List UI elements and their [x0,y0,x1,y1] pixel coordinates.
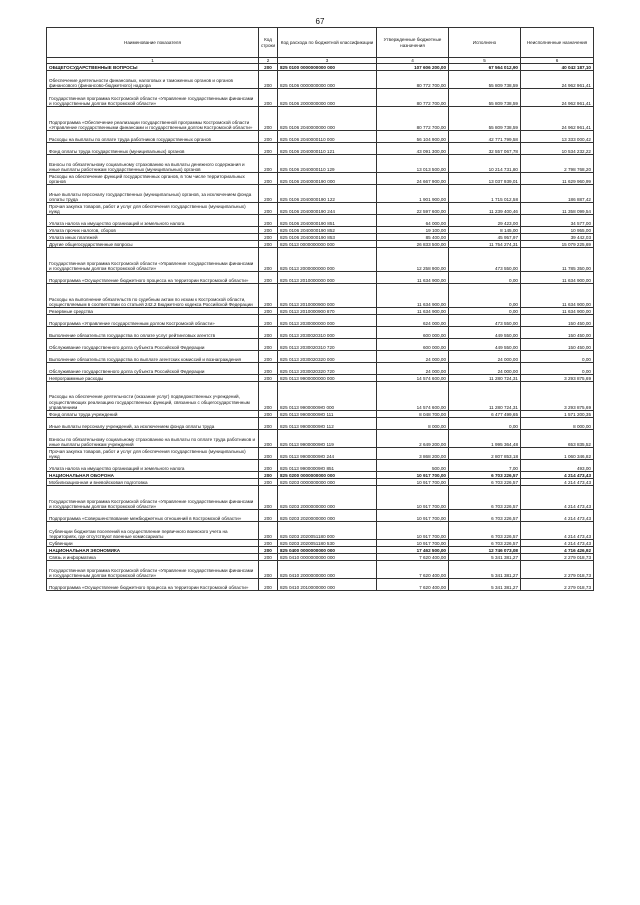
row-budget-code: 825 0106 0000000000 000 [278,71,377,89]
row-executed: 45 957,97 [449,234,521,241]
row-executed: 449 550,00 [449,327,521,339]
row-line-code: 200 [259,472,278,479]
row-line-code: 200 [259,107,278,131]
row-name: НАЦИОНАЛЬНАЯ ЭКОНОМИКА [47,547,259,554]
row-budget-code: 825 0113 99000009Ю 111 [278,411,377,418]
row-line-code: 200 [259,308,278,315]
header-budget-classification: Код расхода по бюджетной классификации [278,28,377,58]
table-row [47,71,594,89]
row-remaining: 24 962 961,41 [521,71,594,89]
row-budget-code: 825 0113 99000009Ю 112 [278,418,377,430]
row-line-code: 200 [259,375,278,382]
row-approved: 107 606 200,00 [377,64,449,71]
row-remaining: 0,00 [521,363,594,375]
row-line-code: 200 [259,248,278,272]
row-budget-code: 825 0113 99000009Ю 851 [278,460,377,472]
table-row [47,382,594,411]
row-name: Расходы на выплаты по оплате труда работников государственных органов [47,131,259,143]
row-line-code: 200 [259,554,278,561]
row-line-code: 200 [259,486,278,510]
table-row [47,89,594,107]
table-row [47,448,594,460]
row-remaining: 653 835,52 [521,430,594,448]
table-row [47,486,594,510]
row-approved: 600 000,00 [377,327,449,339]
row-name: Прочая закупка товаров, работ и услуг для обеспечения государственных (муниципальных) нужд [47,203,259,215]
table-row [47,215,594,227]
row-name: Обеспечение деятельности финансовых, налоговых и таможенных органов и органов финансового (финансово-бюджетного) надзора [47,71,259,89]
row-executed: 11 280 724,31 [449,382,521,411]
row-approved: 80 772 700,00 [377,107,449,131]
row-name: Фонд оплаты труда учреждений [47,411,259,418]
row-executed: 5 341 381,27 [449,579,521,591]
table-row [47,203,594,215]
table-row [47,131,594,143]
table-row [47,155,594,173]
column-number: 6 [521,58,594,64]
row-remaining: 15 079 225,69 [521,241,594,248]
row-executed: 67 564 012,90 [449,64,521,71]
row-approved: 14 574 600,00 [377,382,449,411]
row-line-code: 200 [259,203,278,215]
row-name: Подпрограмма «Осуществление бюджетного процесса на территории Костромской области» [47,272,259,284]
row-budget-code: 825 0113 2030000000 000 [278,315,377,327]
row-remaining: 150 450,00 [521,339,594,351]
table-row [47,375,594,382]
row-executed: 8 145,00 [449,227,521,234]
row-line-code: 200 [259,185,278,203]
row-name: Государственная программа Костромской области «Управление государственными финансами и государственным долгом Костромской области» [47,89,259,107]
row-approved: 80 772 700,00 [377,71,449,89]
row-approved: 624 000,00 [377,315,449,327]
row-name: Взносы по обязательному социальному страхованию на выплаты денежного содержания и иные выплаты работникам государственных (муниципальных) органов [47,155,259,173]
row-executed: 6 477 499,65 [449,411,521,418]
row-approved: 2 649 200,00 [377,430,449,448]
row-line-code: 200 [259,272,278,284]
row-budget-code: 825 0113 2010000900 870 [278,308,377,315]
row-approved: 500,00 [377,460,449,472]
row-executed: 55 809 738,59 [449,89,521,107]
row-remaining: 186 887,42 [521,185,594,203]
row-remaining: 10 534 232,22 [521,143,594,155]
row-budget-code: 825 0113 2000000000 000 [278,248,377,272]
table-row [47,561,594,579]
table-row [47,248,594,272]
table-row [47,472,594,479]
row-approved: 19 100,00 [377,227,449,234]
row-executed: 12 746 073,08 [449,547,521,554]
row-budget-code: 825 0203 2020000000 000 [278,510,377,522]
row-executed: 0,00 [449,284,521,308]
table-row [47,479,594,486]
table-row [47,64,594,71]
row-budget-code: 825 0106 2040000190 000 [278,173,377,185]
row-budget-code: 825 0113 0000000000 000 [278,241,377,248]
row-executed: 6 703 226,57 [449,472,521,479]
table-row [47,107,594,131]
row-remaining: 4 214 473,43 [521,510,594,522]
row-executed: 5 341 381,27 [449,561,521,579]
row-approved: 7 620 400,00 [377,579,449,591]
row-line-code: 200 [259,215,278,227]
row-budget-code: 825 0100 0000000000 000 [278,64,377,71]
row-approved: 10 917 700,00 [377,540,449,547]
row-name: Непрограммные расходы [47,375,259,382]
row-remaining: 1 571 200,35 [521,411,594,418]
table-row [47,522,594,540]
row-remaining: 3 293 875,69 [521,375,594,382]
row-name: ОБЩЕГОСУДАРСТВЕННЫЕ ВОПРОСЫ [47,64,259,71]
row-name: Уплата прочих налогов, сборов [47,227,259,234]
row-budget-code: 825 0200 0000000000 000 [278,472,377,479]
row-name: Уплата налога на имущество организаций и земельного налога [47,460,259,472]
table-row [47,185,594,203]
table-row [47,327,594,339]
row-name: Взносы по обязательному социальному страхованию на выплаты по оплате труда работников и иные выплаты работникам учреждений [47,430,259,448]
row-executed: 1 715 012,58 [449,185,521,203]
row-line-code: 200 [259,363,278,375]
row-approved: 22 597 600,00 [377,203,449,215]
row-budget-code: 825 0106 2000000000 000 [278,89,377,107]
row-remaining: 11 634 900,00 [521,284,594,308]
row-executed: 2 807 853,18 [449,448,521,460]
table-row [47,339,594,351]
row-name: Субвенции бюджетам поселений на осуществление первичного воинского учета на территориях, где отсутствуют военные комиссариаты [47,522,259,540]
row-approved: 56 104 900,00 [377,131,449,143]
row-approved: 26 833 500,00 [377,241,449,248]
row-budget-code: 825 0106 2040000190 852 [278,227,377,234]
table-row [47,351,594,363]
row-executed: 11 754 274,31 [449,241,521,248]
row-name: Резервные средства [47,308,259,315]
table-row [47,510,594,522]
row-executed: 6 703 226,57 [449,522,521,540]
row-remaining: 2 279 018,73 [521,579,594,591]
table-row [47,430,594,448]
row-line-code: 200 [259,382,278,411]
row-budget-code: 825 0106 2040000110 000 [278,131,377,143]
row-line-code: 200 [259,234,278,241]
header-remaining: Неисполненные назначения [521,28,594,58]
table-row [47,241,594,248]
row-budget-code: 825 0410 2000000000 000 [278,561,377,579]
row-name: Связь и информатика [47,554,259,561]
row-name: Расходы на обеспечение функций государственных органов, в том числе территориальных органов [47,173,259,185]
table-row [47,143,594,155]
header-indicator-name: Наименование показателя [47,28,259,58]
table-row [47,547,594,554]
row-name: Обслуживание государственного долга субъекта Российской Федерации [47,339,259,351]
row-remaining: 34 577,00 [521,215,594,227]
row-approved: 24 667 900,00 [377,173,449,185]
page-number: 67 [315,17,325,26]
row-executed: 5 341 381,27 [449,554,521,561]
row-remaining: 3 293 875,69 [521,382,594,411]
row-line-code: 200 [259,561,278,579]
row-approved: 3 868 200,00 [377,448,449,460]
row-budget-code: 825 0113 9900000000 000 [278,375,377,382]
row-line-code: 200 [259,131,278,143]
table-row [47,308,594,315]
row-line-code: 200 [259,540,278,547]
row-approved: 13 013 500,00 [377,155,449,173]
row-approved: 11 634 900,00 [377,272,449,284]
row-approved: 10 917 700,00 [377,510,449,522]
table-row [47,579,594,591]
row-remaining: 4 214 473,43 [521,522,594,540]
row-executed: 6 703 226,57 [449,486,521,510]
row-executed: 11 239 400,46 [449,203,521,215]
row-name: Подпрограмма «Осуществление бюджетного процесса на территории Костромской области» [47,579,259,591]
table-row [47,173,594,185]
row-name: Обслуживание государственного долга субъекта Российской Федерации [47,363,259,375]
row-remaining: 4 214 473,43 [521,479,594,486]
row-approved: 12 258 900,00 [377,248,449,272]
row-line-code: 200 [259,522,278,540]
row-executed: 473 550,00 [449,248,521,272]
row-line-code: 200 [259,327,278,339]
row-budget-code: 825 0410 0000000000 000 [278,554,377,561]
row-line-code: 200 [259,173,278,185]
row-remaining: 2 279 018,73 [521,554,594,561]
row-executed: 11 280 724,31 [449,375,521,382]
row-executed: 29 423,00 [449,215,521,227]
row-remaining: 150 450,00 [521,327,594,339]
row-remaining: 40 042 187,10 [521,64,594,71]
row-line-code: 200 [259,448,278,460]
row-budget-code: 825 0113 2010000000 000 [278,272,377,284]
row-approved: 17 462 500,00 [377,547,449,554]
row-name: Прочая закупка товаров, работ и услуг для обеспечения государственных (муниципальных) нужд [47,448,259,460]
row-name: Уплата налога на имущество организаций и земельного налога [47,215,259,227]
table-row [47,554,594,561]
row-budget-code: 825 0106 2040000110 121 [278,143,377,155]
table-row [47,363,594,375]
table-row [47,411,594,418]
row-remaining: 11 634 900,00 [521,308,594,315]
row-budget-code: 825 0410 2010000000 000 [278,579,377,591]
row-name: Субвенции [47,540,259,547]
row-remaining: 11 629 960,99 [521,173,594,185]
column-number: 5 [449,58,521,64]
row-executed: 24 000,00 [449,351,521,363]
row-line-code: 200 [259,227,278,234]
row-executed: 42 771 799,58 [449,131,521,143]
row-line-code: 200 [259,547,278,554]
row-line-code: 200 [259,579,278,591]
table-row [47,234,594,241]
header-line-code: Код строки [259,28,278,58]
row-remaining: 24 962 961,41 [521,107,594,131]
row-approved: 64 000,00 [377,215,449,227]
row-line-code: 200 [259,155,278,173]
row-line-code: 200 [259,339,278,351]
row-budget-code: 825 0113 2030020320 000 [278,351,377,363]
column-number: 2 [259,58,278,64]
row-line-code: 200 [259,351,278,363]
row-approved: 14 574 600,00 [377,375,449,382]
row-remaining: 11 785 350,00 [521,248,594,272]
row-remaining: 150 450,00 [521,315,594,327]
row-budget-code: 825 0106 2040000190 851 [278,215,377,227]
row-name: Расходы на обеспечение деятельности (оказание услуг) подведомственных учреждений, осуществляющих реализацию государственных функций, связанных с общегосударственным управлением [47,382,259,411]
row-executed: 449 550,00 [449,339,521,351]
row-remaining: 4 214 473,43 [521,486,594,510]
row-remaining: 4 716 426,92 [521,547,594,554]
row-budget-code: 825 0113 99000009Ю 119 [278,430,377,448]
table-row [47,315,594,327]
row-approved: 1 901 900,00 [377,185,449,203]
row-remaining: 11 358 099,54 [521,203,594,215]
row-approved: 10 917 700,00 [377,486,449,510]
row-line-code: 200 [259,284,278,308]
row-budget-code: 825 0113 2030020310 000 [278,327,377,339]
row-remaining: 4 214 473,43 [521,472,594,479]
table-row [47,284,594,308]
row-approved: 43 091 300,00 [377,143,449,155]
table-body [47,64,594,591]
row-executed: 6 703 226,57 [449,540,521,547]
row-name: Выполнение обязательств государства по оплате услуг рейтинговых агентств [47,327,259,339]
header-approved: Утвержденные бюджетные назначения [377,28,449,58]
row-name: Иные выплаты персоналу государственных (муниципальных) органов, за исключением фонда оплаты труда [47,185,259,203]
column-number: 3 [278,58,377,64]
row-budget-code: 825 0203 0000000000 000 [278,479,377,486]
table-row [47,272,594,284]
row-remaining: 24 962 961,41 [521,89,594,107]
row-executed: 24 000,00 [449,363,521,375]
row-budget-code: 825 0106 2040000190 244 [278,203,377,215]
row-budget-code: 825 0113 2010000900 000 [278,284,377,308]
row-budget-code: 825 0113 99000009Ю 244 [278,448,377,460]
row-name: Государственная программа Костромской области «Управление государственными финансами и государственным долгом Костромской области» [47,561,259,579]
row-line-code: 200 [259,143,278,155]
row-executed: 6 703 226,57 [449,479,521,486]
row-executed: 7,00 [449,460,521,472]
row-name: Расходы на выполнение обязательств по судебным актам по искам к Костромской области, осуществляемым в соответствии со статьей 242.2 Бюджетного кодекса Российской Федерации [47,284,259,308]
row-approved: 600 000,00 [377,339,449,351]
row-approved: 10 917 700,00 [377,472,449,479]
row-budget-code: 825 0203 2020051180 530 [278,540,377,547]
row-line-code: 200 [259,64,278,71]
row-remaining: 8 000,00 [521,418,594,430]
row-budget-code: 825 0106 2040000190 853 [278,234,377,241]
row-executed: 6 703 226,57 [449,510,521,522]
row-budget-code: 825 0113 99000009Ю 000 [278,382,377,411]
row-approved: 8 048 700,00 [377,411,449,418]
row-line-code: 200 [259,479,278,486]
row-name: НАЦИОНАЛЬНАЯ ОБОРОНА [47,472,259,479]
row-budget-code: 825 0106 2040000110 129 [278,155,377,173]
row-line-code: 200 [259,418,278,430]
row-remaining: 11 634 900,00 [521,272,594,284]
row-remaining: 10 955,00 [521,227,594,234]
table-row [47,460,594,472]
row-executed: 0,00 [449,272,521,284]
row-line-code: 200 [259,89,278,107]
row-budget-code: 825 0203 2020051180 000 [278,522,377,540]
row-executed: 473 550,00 [449,315,521,327]
row-line-code: 200 [259,71,278,89]
row-executed: 55 809 738,59 [449,71,521,89]
row-remaining: 2 279 018,73 [521,561,594,579]
row-line-code: 200 [259,315,278,327]
row-approved: 24 000,00 [377,351,449,363]
row-name: Государственная программа Костромской области «Управление государственными финансами и государственным долгом Костромской области» [47,486,259,510]
row-approved: 10 917 700,00 [377,479,449,486]
row-remaining: 4 214 473,43 [521,540,594,547]
row-name: Уплата иных платежей [47,234,259,241]
row-remaining: 1 060 346,82 [521,448,594,460]
row-budget-code: 825 0113 2030020320 720 [278,363,377,375]
row-name: Подпрограмма «Совершенствование межбюджетных отношений в Костромской области» [47,510,259,522]
table-row [47,540,594,547]
row-approved: 10 917 700,00 [377,522,449,540]
row-executed: 13 037 939,01 [449,173,521,185]
row-budget-code: 825 0106 2040000000 000 [278,107,377,131]
row-executed: 55 809 738,59 [449,107,521,131]
row-name: Другие общегосударственные вопросы [47,241,259,248]
row-line-code: 200 [259,510,278,522]
row-name: Подпрограмма «Управление государственным долгом Костромской области» [47,315,259,327]
row-line-code: 200 [259,430,278,448]
column-number: 1 [47,58,259,64]
row-approved: 7 620 400,00 [377,561,449,579]
row-line-code: 200 [259,460,278,472]
table-row [47,418,594,430]
row-approved: 80 772 700,00 [377,89,449,107]
header-executed: Исполнено [449,28,521,58]
column-number: 4 [377,58,449,64]
row-budget-code: 825 0113 2030020310 720 [278,339,377,351]
row-remaining: 39 442,03 [521,234,594,241]
row-approved: 7 620 400,00 [377,554,449,561]
row-remaining: 2 798 768,20 [521,155,594,173]
row-name: Государственная программа Костромской области «Управление государственными финансами и государственным долгом Костромской области» [47,248,259,272]
row-executed: 1 995 364,48 [449,430,521,448]
row-approved: 24 000,00 [377,363,449,375]
row-budget-code: 825 0203 2000000000 000 [278,486,377,510]
row-remaining: 0,00 [521,351,594,363]
row-name: Фонд оплаты труда государственных (муниципальных) органов [47,143,259,155]
row-approved: 8 000,00 [377,418,449,430]
row-approved: 11 634 900,00 [377,308,449,315]
row-name: Мобилизационная и вневойсковая подготовка [47,479,259,486]
row-executed: 0,00 [449,308,521,315]
row-executed: 10 214 731,80 [449,155,521,173]
table-row [47,227,594,234]
row-name: Выполнение обязательств государства по выплате агентских комиссий и вознаграждения [47,351,259,363]
row-budget-code: 825 0106 2040000190 122 [278,185,377,203]
row-approved: 11 634 900,00 [377,284,449,308]
row-executed: 32 557 067,78 [449,143,521,155]
row-line-code: 200 [259,411,278,418]
row-approved: 85 400,00 [377,234,449,241]
header-row [47,28,594,58]
row-remaining: 493,00 [521,460,594,472]
row-remaining: 13 333 000,42 [521,131,594,143]
row-executed: 0,00 [449,418,521,430]
budget-execution-table [46,27,594,591]
row-name: Подпрограмма «Обеспечение реализации государственной программы Костромской области «Управление государственными финансами и государственным долгом Костромской области» [47,107,259,131]
row-line-code: 200 [259,241,278,248]
row-budget-code: 825 0400 0000000000 000 [278,547,377,554]
row-name: Иные выплаты персоналу учреждений, за исключением фонда оплаты труда [47,418,259,430]
